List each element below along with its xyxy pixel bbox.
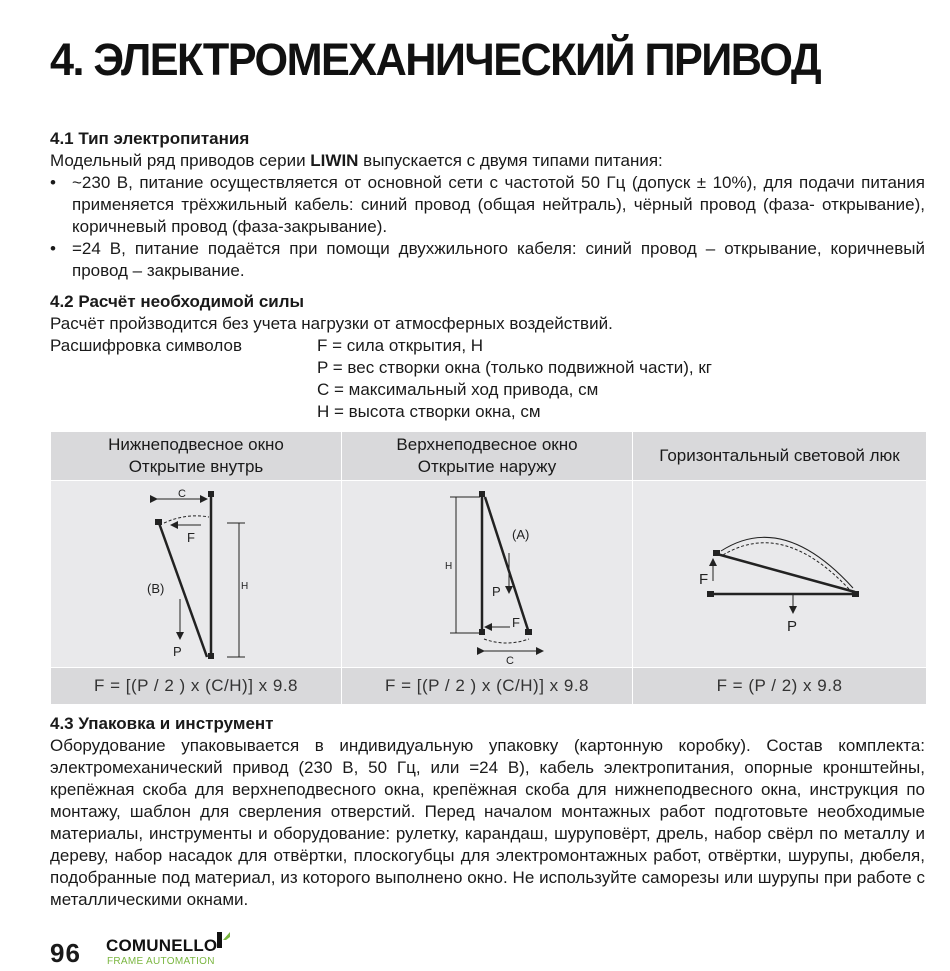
section-heading: 4.2 Расчёт необходимой силы bbox=[50, 292, 305, 311]
section-heading: 4.3 Упаковка и инструмент bbox=[50, 714, 274, 733]
page-title: 4. ЭЛЕКТРОМЕХАНИЧЕСКИЙ ПРИВОД bbox=[50, 34, 821, 85]
header-line: Нижнеподвесное окно bbox=[108, 435, 284, 454]
table-header-row bbox=[51, 432, 927, 481]
header-line: Верхнеподвесное окно bbox=[396, 435, 578, 454]
label-c: C bbox=[178, 488, 186, 500]
legend-item: C = максимальный ход привода, см bbox=[317, 380, 599, 399]
frame-end bbox=[208, 491, 214, 497]
skylight-diagram bbox=[633, 481, 927, 668]
label-f: F bbox=[187, 530, 195, 545]
header-line: Открытие наружу bbox=[417, 457, 557, 476]
logo-brand: COMUNELLO bbox=[106, 936, 218, 955]
label-c: C bbox=[506, 655, 514, 667]
frame-end bbox=[479, 491, 485, 497]
window-diagram-2 bbox=[342, 481, 633, 667]
open-arc bbox=[721, 537, 853, 588]
sash-end bbox=[525, 629, 532, 635]
section-intro: Расчёт пройзводится без учета нагрузки от атмосферных воздействий. bbox=[50, 314, 613, 333]
legend-item: H = высота створки окна, см bbox=[317, 402, 541, 421]
label-f: F bbox=[512, 615, 520, 630]
section-power-type bbox=[50, 128, 925, 282]
legend-item: F = сила открытия, H bbox=[317, 336, 484, 355]
section-heading: 4.1 Тип электропитания bbox=[50, 129, 250, 148]
sash-end bbox=[713, 550, 720, 556]
window-sash bbox=[717, 554, 855, 592]
label-h: H bbox=[241, 581, 249, 592]
section-force-calc bbox=[50, 291, 925, 423]
brand-name: LIWIN bbox=[310, 151, 359, 170]
label-p: P bbox=[173, 644, 182, 659]
section-intro bbox=[50, 150, 925, 172]
page-number: 96 bbox=[50, 938, 81, 968]
force-calc-table bbox=[50, 431, 927, 705]
company-logo bbox=[106, 932, 236, 968]
power-options-list bbox=[50, 172, 925, 282]
window-diagram-3 bbox=[633, 481, 927, 667]
label-p: P bbox=[492, 584, 501, 599]
label-p: P bbox=[787, 618, 798, 635]
logo-mark-icon bbox=[217, 932, 231, 948]
table-figure-row bbox=[51, 481, 927, 668]
section-packaging bbox=[50, 713, 925, 911]
intro-text: Модельный ряд приводов серии bbox=[50, 151, 311, 170]
bottom-hung-window-diagram bbox=[51, 481, 342, 668]
window-sash bbox=[159, 523, 207, 657]
list-item: • ~230 В, питание осуществляется от основной сети с частотой 50 Гц (допуск ± 10%), для подачи питания применяется трёхжильный кабель: синий провод (общая нейтраль), чёрный провод (фаза- открывание), коричневый провод (фаза-закрывание). bbox=[50, 172, 925, 238]
frame-end bbox=[479, 629, 485, 635]
open-arc bbox=[484, 639, 529, 643]
label-a: (A) bbox=[512, 527, 530, 542]
window-diagram-1 bbox=[51, 481, 342, 667]
formula-cell: F = [(P / 2 ) x (C/H)] x 9.8 bbox=[51, 668, 342, 705]
frame-end bbox=[208, 653, 214, 659]
label-h: H bbox=[445, 561, 453, 572]
label-b: (B) bbox=[147, 581, 165, 596]
column-header bbox=[51, 432, 342, 481]
column-header bbox=[633, 432, 927, 481]
label-f: F bbox=[699, 571, 709, 588]
table-formula-row bbox=[51, 668, 927, 705]
legend-item: P = вес створки окна (только подвижной части), кг bbox=[317, 358, 713, 377]
frame-end bbox=[707, 591, 714, 597]
top-hung-window-diagram bbox=[342, 481, 633, 668]
intro-text-end: выпускается с двумя типами питания: bbox=[358, 151, 663, 170]
list-item: • =24 В, питание подаётся при помощи двухжильного кабеля: синий провод – открывание, коричневый провод – закрывание. bbox=[50, 238, 925, 282]
formula-cell: F = (P / 2) x 9.8 bbox=[633, 668, 927, 705]
legend-lead: Расшифровка символов bbox=[50, 336, 242, 355]
legend-definitions bbox=[317, 335, 712, 423]
sash-end bbox=[155, 519, 162, 525]
column-header bbox=[342, 432, 633, 481]
window-sash bbox=[485, 497, 529, 633]
header-line: Открытие внутрь bbox=[128, 457, 264, 476]
section-body: Оборудование упаковывается в индивидуальную упаковку (картонную коробку). Состав комплекта: электромеханический привод (230 В, 50 Гц, или =24 В), кабель электропитания, опорные кронштейны, крепёжная скоба для верхнеподвесного окна, крепёжная скоба для нижнеподвесного окна, инструкция по монтажу, шаблон для сверления отверстий. Перед началом монтажных работ подготовьте необходимые материалы, инструменты и оборудование: рулетку, карандаш, шуруповёрт, дрель, набор свёрл по металлу и дереву, набор насадок для отвёртки, плоскогубцы для электромонтажных работ, отвёртки, шурупы, дюбеля, подобранные под материал, из которого выполнено окно. Не используйте саморезы или шурупы при работе с металлическими окнами. bbox=[50, 736, 925, 909]
symbol-legend bbox=[50, 335, 925, 423]
header-line: Горизонтальный световой люк bbox=[659, 446, 900, 465]
logo-tagline: FRAME AUTOMATION bbox=[107, 956, 215, 967]
formula-cell: F = [(P / 2 ) x (C/H)] x 9.8 bbox=[342, 668, 633, 705]
open-arc bbox=[164, 516, 209, 523]
